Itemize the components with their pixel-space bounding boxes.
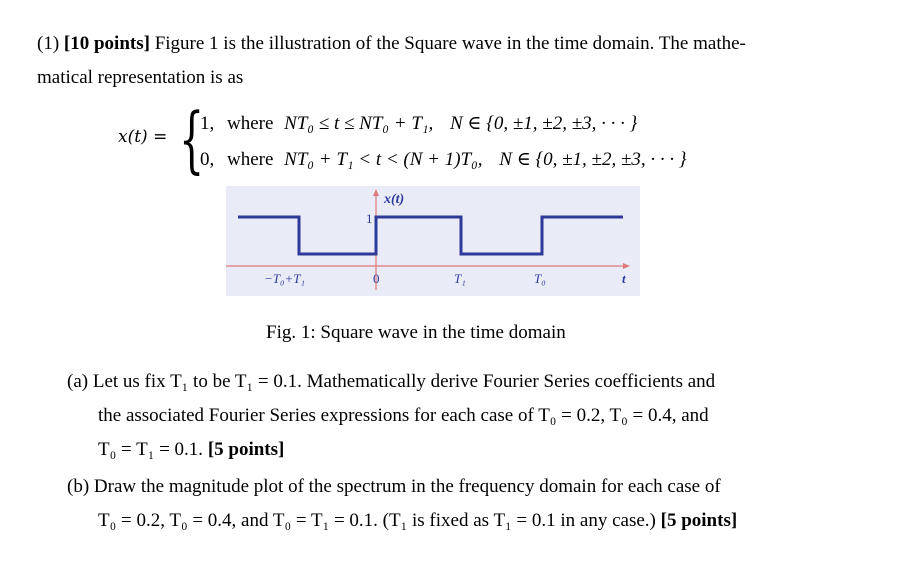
problem-points: [10 points]: [63, 33, 150, 54]
tick-label-zero: 0: [373, 271, 380, 286]
part-b-label: (b): [67, 476, 90, 497]
case1-where: where: [227, 113, 274, 134]
case2-where: where: [227, 149, 274, 170]
case2-condition: NT₀ + T₁ < t < (N + 1)T₀,: [284, 149, 483, 170]
part-b-line1: [67, 476, 721, 498]
problem-number: (1): [37, 33, 60, 54]
y-axis-label: x(t): [384, 192, 405, 207]
part-b-points: [5 points]: [660, 510, 738, 531]
tick-label-t1: T₁: [454, 271, 466, 286]
square-wave-figure: [226, 186, 640, 296]
part-a-line3: [98, 439, 284, 461]
case1-value: 1,: [200, 113, 215, 134]
part-a-text3: T₀ = T₁ = 0.1.: [98, 439, 204, 460]
tick-label-neg-t0-plus-t1: −T₀+T₁: [264, 271, 306, 286]
equation-case1: [200, 112, 637, 135]
equation-lhs: x(t) =: [118, 127, 168, 147]
part-a-label: (a): [67, 371, 89, 392]
case2-set: N ∈ {0, ±1, ±2, ±3, · · · }: [499, 149, 687, 170]
part-b-text2: T₀ = 0.2, T₀ = 0.4, and T₀ = T₁ = 0.1. (T₁ is fixed as T₁ = 0.1 in any case.): [98, 510, 656, 531]
part-b-line2: [98, 510, 737, 532]
part-b-text1: Draw the magnitude plot of the spectrum in the frequency domain for each case of: [93, 476, 721, 497]
equation-case2: [200, 148, 686, 171]
problem-header: [37, 33, 746, 55]
part-a-line1: [67, 371, 715, 393]
equation-brace: {: [179, 97, 205, 181]
tick-label-t: t: [622, 271, 626, 286]
problem-intro-line2: matical representation is as: [37, 67, 244, 88]
part-a-line2: the associated Fourier Series expressions for each case of T₀ = 0.2, T₀ = 0.4, and: [98, 405, 709, 426]
level-one-label: 1: [366, 211, 373, 226]
case1-condition: NT₀ ≤ t ≤ NT₀ + T₁,: [284, 113, 434, 134]
problem-intro-line1: Figure 1 is the illustration of the Square wave in the time domain. The mathe-: [154, 33, 746, 54]
part-a-points: [5 points]: [207, 439, 285, 460]
tick-label-t0: T₀: [534, 271, 546, 286]
figure-caption: Fig. 1: Square wave in the time domain: [266, 322, 566, 343]
case1-set: N ∈ {0, ±1, ±2, ±3, · · · }: [450, 113, 638, 134]
case2-value: 0,: [200, 149, 215, 170]
part-a-text1: Let us fix T₁ to be T₁ = 0.1. Mathematically derive Fourier Series coefficients and: [92, 371, 716, 392]
